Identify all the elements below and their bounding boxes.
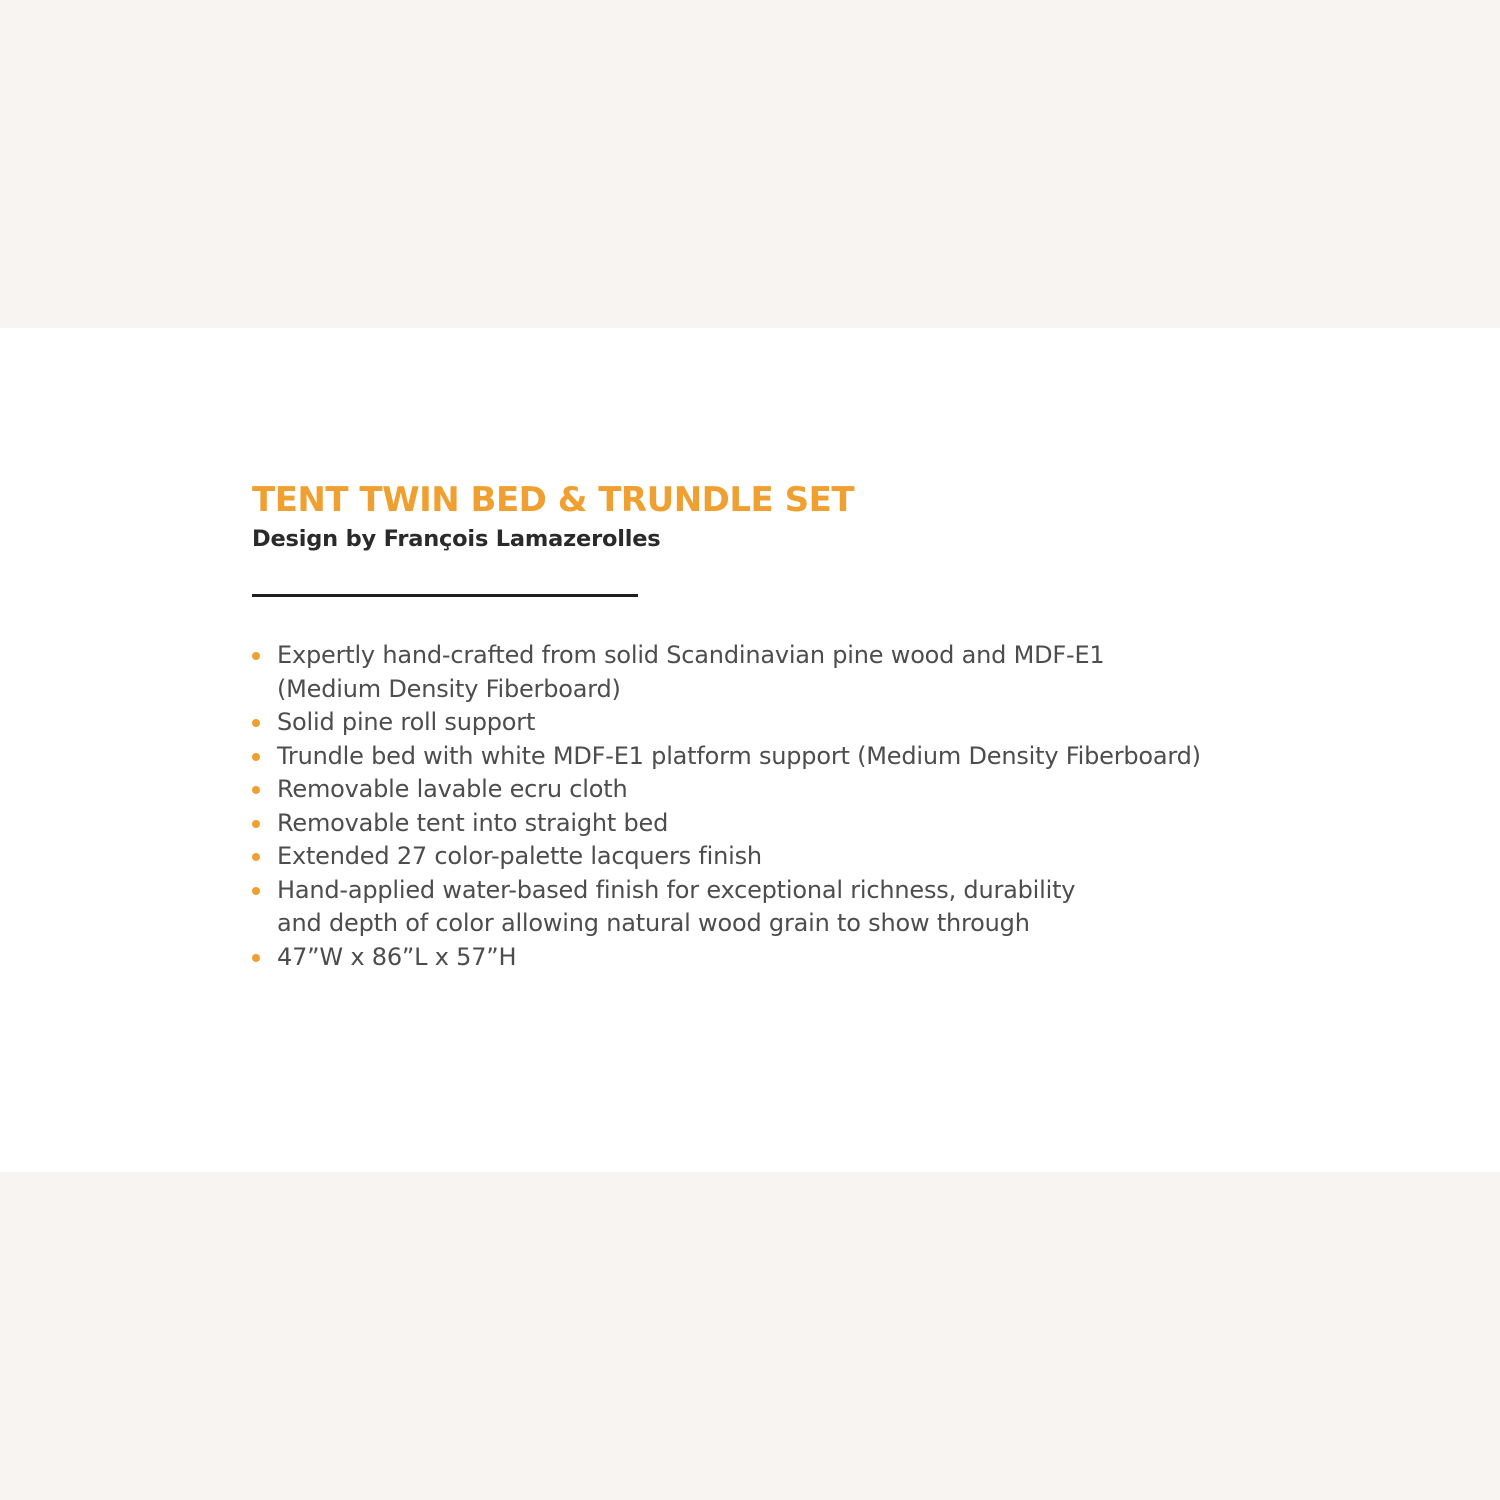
bullet-dot-icon [252, 820, 260, 828]
bullet-dot-icon [252, 652, 260, 660]
feature-text: Removable lavable ecru cloth [277, 775, 628, 803]
bullet-dot-icon [252, 753, 260, 761]
product-content [252, 478, 1302, 974]
feature-text: Extended 27 color-palette lacquers finish [277, 842, 762, 870]
feature-item [252, 807, 1302, 841]
feature-text: and depth of color allowing natural wood grain to show through [277, 909, 1030, 937]
feature-item [252, 740, 1302, 774]
bullet-dot-icon [252, 954, 260, 962]
feature-text: Expertly hand-crafted from solid Scandinavian pine wood and MDF-E1 [277, 641, 1105, 669]
feature-item [252, 874, 1302, 941]
feature-text: Solid pine roll support [277, 708, 536, 736]
bullet-dot-icon [252, 887, 260, 895]
divider-rule [252, 594, 638, 597]
feature-text: 47”W x 86”L x 57”H [277, 942, 517, 971]
feature-list [252, 639, 1302, 974]
bullet-dot-icon [252, 853, 260, 861]
feature-item [252, 941, 1302, 975]
feature-text: (Medium Density Fiberboard) [277, 674, 621, 703]
feature-text: Removable tent into straight bed [277, 808, 669, 837]
feature-item [252, 706, 1302, 740]
feature-text: Trundle bed with white MDF-E1 platform support (Medium Density Fiberboard) [277, 741, 1201, 770]
feature-item [252, 840, 1302, 874]
designer-credit: Design by François Lamazerolles [252, 526, 661, 552]
feature-text: Hand-applied water-based finish for exceptional richness, durability [277, 875, 1076, 904]
feature-item [252, 639, 1302, 706]
product-sheet [0, 328, 1500, 1172]
bullet-dot-icon [252, 719, 260, 727]
bullet-dot-icon [252, 786, 260, 794]
feature-item [252, 773, 1302, 807]
product-title: TENT TWIN BED & TRUNDLE SET [252, 480, 855, 520]
